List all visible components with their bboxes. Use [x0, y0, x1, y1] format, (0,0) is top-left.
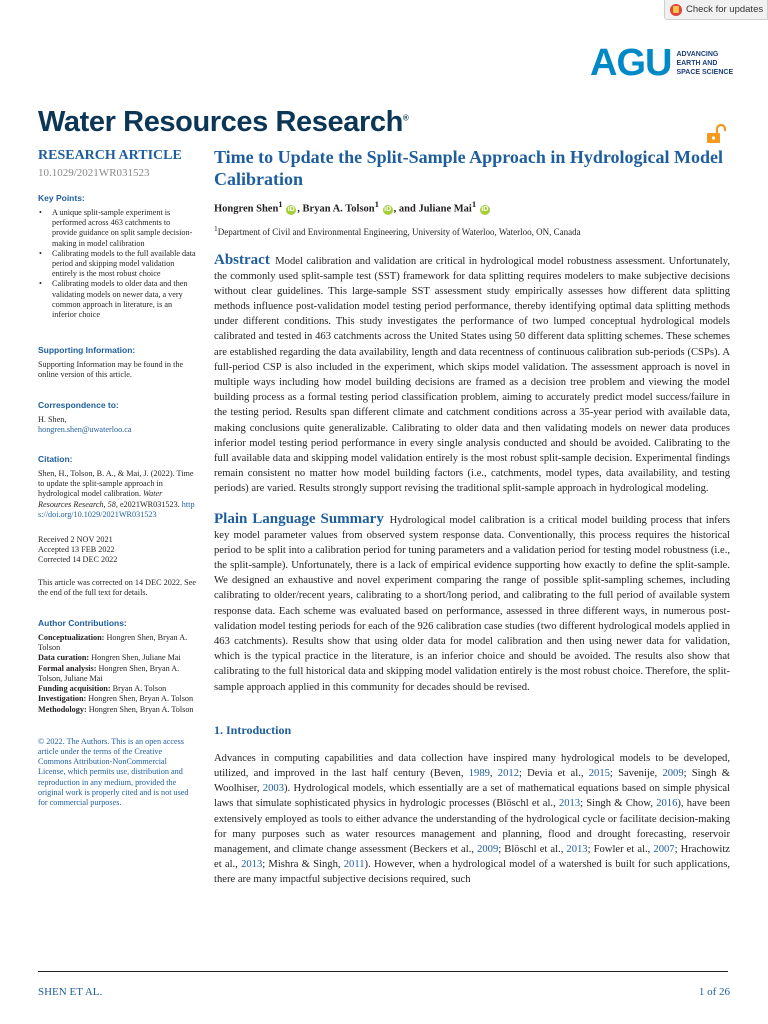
citation-doi-link[interactable]: https://doi.org/10.1029/2021WR031523: [38, 499, 195, 519]
citation-text: [38, 469, 196, 520]
article-sidebar: [38, 148, 196, 808]
citation-link[interactable]: 2011: [343, 859, 365, 871]
plain-language-summary-text: Hydrological model calibration is a critical model building process that infers key model parameter values from observed system response data. Conventionally, this process requires the historical period to be split into a calibration period for tuning parameters and a validation period for testing model robustness (i.e., the split-sample). Unfortunately, there is a lack of empirical evidence supporting how exactly to define the split-sample. We designed an exhaustive and novel experiment comparing the range of possible split-sampling schemes, including calibrating to older/recent years, calibrating to a short/long period, and calibrating to the full period of available system response data. Each scheme was evaluated based on performance, assessed in three different ways, in numerous post-validation model testing periods for each of the 926 calibration case studies (two different hydrological models applied in 463 catchments). Results show that using older data for model calibration and then using newer data for validation, which is the typical practice in the literature, is an inferior choice and should be avoided. The results also show that calibrating to the full historical data and skipping model validation entirely is the most robust choice. Therefore, the split-sample approach applied in this community for decades should be revised.: [214, 514, 730, 693]
citation-link[interactable]: 2016: [656, 798, 678, 810]
citation-link[interactable]: 2012: [497, 767, 519, 779]
contribution-item: [38, 653, 196, 663]
contribution-role: Data curation:: [38, 653, 90, 663]
intro-text: ). Hydrological models, which essentially are a set of mathematical equations based on simple physical laws that simulate sophisticated physics in hydrologic processes (Blöschl et al.,: [214, 783, 730, 810]
footer-rule: [38, 971, 728, 972]
supporting-info-text: Supporting Information may be found in the online version of this article.: [38, 360, 184, 380]
contribution-names: Hongren Shen, Bryan A. Tolson: [88, 704, 194, 714]
update-icon: [670, 4, 682, 16]
citation-link[interactable]: 2015: [588, 767, 610, 779]
author-separator: , and: [393, 203, 419, 215]
author-name[interactable]: Bryan A. Tolson: [302, 203, 375, 215]
license-statement[interactable]: © 2022. The Authors. This is an open access article under the terms of the Creative Commons Attribution-NonCommercial License, which permits use, distribution and reproduction in any medium, provided the original work is properly cited and is not used for commercial purposes.: [38, 736, 189, 807]
article-dates: [38, 535, 196, 566]
key-point: • Calibrating models to the full available data period and skipping model validation entirely is the most robust choice: [38, 249, 196, 280]
intro-text: ; Devia et al.,: [518, 767, 589, 779]
agu-tagline-line: EARTH AND: [676, 59, 718, 67]
key-points-list: [38, 208, 196, 320]
orcid-icon[interactable]: iD: [287, 205, 295, 213]
citation-link[interactable]: 2007: [653, 843, 675, 855]
contribution-item: [38, 664, 196, 684]
contribution-role: Conceptualization:: [38, 633, 105, 643]
key-points-heading: Key Points:: [38, 193, 85, 203]
intro-text: ; Blöschl et al.,: [498, 843, 567, 855]
citation-link[interactable]: 2013: [558, 798, 581, 810]
contribution-names: Hongren Shen, Bryan A. Tolson, Juliane Mai: [38, 663, 180, 683]
correspondence-heading: Correspondence to:: [38, 399, 119, 410]
contribution-names: Bryan A. Tolson: [112, 684, 167, 694]
key-point: • A unique split-sample experiment is performed across 463 catchments to provide guidance on split sample decision-making in model calibration: [38, 208, 196, 249]
contribution-names: Hongren Shen, Bryan A. Tolson: [88, 694, 194, 704]
contribution-names: Hongren Shen, Juliane Mai: [91, 653, 181, 663]
agu-tagline: [676, 50, 733, 77]
intro-text: ; Singh & Woolhiser,: [214, 767, 730, 795]
correspondence-email-link[interactable]: hongren.shen@uwaterloo.ca: [38, 424, 132, 434]
author-list: [214, 199, 730, 215]
agu-logo: [590, 44, 733, 82]
correspondence-block: [38, 415, 196, 435]
contribution-role: Formal analysis:: [38, 663, 97, 673]
citation-article-number: , e2021WR031523.: [115, 499, 180, 509]
correspondence-name: H. Shen,: [38, 414, 67, 424]
abstract-text: Model calibration and validation are critical in hydrological model robustness assessment. Unfortunately, the commonly used split-sample test (SST) framework for data splitting requires modelers to make subjective decisions without clear guidelines. This large-sample SST assessment study empirically assesses how different data splitting methods influence post-validation model testing period performance, thereby identifying optimal data splitting methods under different conditions. This study investigates the performance of two lumped conceptual hydrological models calibrated and tested in 463 catchments across the United States using 50 different data splitting schemes. These schemes are established regarding the data availability, length and data recentness of continuous calibration sub-periods (CSPs). A full-period CSP is also included in the experiment, which skips model validation. The assessment approach is novel in multiple ways including how model building decisions are framed as a decision tree problem and viewing the model building process as a formal testing period classification problem, aiming to accurately predict model success/failure in the testing period. Results span different climate and catchment conditions across a 35-year period with available data, making conclusions quite generalizable. Calibrating to older data and then validating models on newer data produces inferior model testing period performance in every single analysis conducted and should be avoided. Calibrating to the full available data and skipping model validation entirely is the most robust split-sample decision. Experimental findings remain consistent no matter how model building factors (i.e., catchments, model types, data availability, and testing periods) are varied. Results strongly support revising the traditional split-sample approach in hydrological modeling.: [214, 255, 730, 495]
intro-text: ; Hrachowitz et al.,: [214, 843, 730, 871]
author-affiliation-sup: 1: [471, 199, 477, 209]
check-for-updates-button[interactable]: [664, 0, 768, 20]
article-doi[interactable]: 10.1029/2021WR031523: [38, 167, 150, 179]
citation-journal: Water Resources Research, 58: [38, 489, 163, 509]
contribution-item: [38, 705, 196, 715]
contribution-item: [38, 633, 196, 653]
orcid-icon[interactable]: iD: [481, 205, 489, 213]
plain-language-summary-heading: Plain Language Summary: [214, 510, 384, 527]
footer-authors: SHEN ET AL.: [38, 986, 103, 998]
intro-text: ). However, when a hydrological model of a watershed is built for such applications, there are many impactful subjective decisions required, such: [214, 859, 731, 886]
citation-heading: Citation:: [38, 454, 73, 465]
footer-page-number: 1 of 26: [698, 986, 730, 998]
orcid-icon[interactable]: iD: [384, 205, 392, 213]
author-affiliation-sup: 1: [278, 199, 283, 209]
article-type: RESEARCH ARTICLE: [38, 148, 182, 163]
accepted-date: Accepted 13 FEB 2022: [38, 545, 115, 555]
citation-link[interactable]: 2009: [662, 767, 684, 779]
intro-text: ), have been extensively employed as tools to either advance the understanding of the hydrological cycle or facilitate decision-making for many purposes such as water resources management and planning, flood and drought forecasting, reservoir management, and climate change assessment (Beckers et al.,: [214, 798, 730, 855]
author-separator: ,: [297, 203, 303, 215]
contribution-role: Investigation:: [38, 694, 87, 704]
intro-text: ,: [489, 767, 498, 779]
agu-logo-mark: AGU: [590, 42, 672, 84]
citation-body: Shen, H., Tolson, B. A., & Mai, J. (2022). Time to update the split-sample approach in hydrological model calibration.: [38, 469, 194, 499]
received-date: Received 2 NOV 2021: [38, 535, 113, 545]
abstract-section: [214, 253, 730, 497]
plain-language-summary-section: [214, 512, 730, 695]
abstract-heading: Abstract: [214, 251, 270, 268]
author-contributions-heading: Author Contributions:: [38, 618, 127, 629]
key-point: • Calibrating models to older data and then validating models on newer data, a very common approach in literature, is an inferior choice: [38, 279, 196, 320]
contribution-names: Hongren Shen, Bryan A. Tolson: [38, 633, 188, 653]
citation-link[interactable]: 2009: [477, 843, 499, 855]
citation-link[interactable]: 2013: [241, 859, 263, 871]
agu-tagline-line: SPACE SCIENCE: [676, 68, 734, 76]
open-access-lock-icon: [706, 124, 728, 144]
intro-text: ; Singh & Chow,: [580, 798, 657, 810]
contribution-role: Methodology:: [38, 704, 87, 714]
author-contributions-list: [38, 633, 196, 715]
contribution-item: [38, 694, 196, 704]
author-name[interactable]: Hongren Shen: [214, 203, 279, 215]
contribution-item: [38, 684, 196, 694]
citation-link[interactable]: 2003: [262, 783, 284, 795]
article-title: Time to Update the Split-Sample Approach in Hydrological Model Calibration: [214, 147, 724, 189]
article-main: [214, 146, 730, 888]
journal-name: Water Resources Research: [38, 106, 403, 138]
intro-text: ; Savenije,: [609, 767, 663, 779]
check-for-updates-label: Check for updates: [686, 4, 764, 15]
affiliation: [214, 224, 730, 237]
author-affiliation-sup: 1: [374, 199, 379, 209]
supporting-info-heading: Supporting Information:: [38, 345, 136, 356]
intro-text: ; Fowler et al.,: [587, 843, 654, 855]
affiliation-text: Department of Civil and Environmental Engineering, University of Waterloo, Waterloo, ON, Canada: [217, 226, 581, 237]
affiliation-sup: 1: [214, 223, 218, 233]
journal-title: [38, 106, 408, 139]
corrected-date: Corrected 14 DEC 2022: [38, 555, 118, 565]
citation-link[interactable]: 1989: [468, 767, 490, 779]
introduction-paragraph: [214, 751, 730, 888]
intro-text: Advances in computing capabilities and data collection have inspired many hydrological models to be developed, utilized, and improved in the last half century (Beven,: [214, 752, 730, 779]
contribution-role: Funding acquisition:: [38, 684, 111, 694]
agu-tagline-line: ADVANCING: [676, 50, 719, 58]
introduction-heading: 1. Introduction: [214, 722, 292, 737]
journal-registered-mark: ®: [402, 113, 409, 123]
author-name[interactable]: Juliane Mai: [418, 203, 472, 215]
intro-text: ; Mishra & Singh,: [262, 859, 344, 871]
citation-link[interactable]: 2013: [566, 843, 588, 855]
correction-note: This article was corrected on 14 DEC 2022. See the end of the full text for details.: [38, 577, 196, 597]
